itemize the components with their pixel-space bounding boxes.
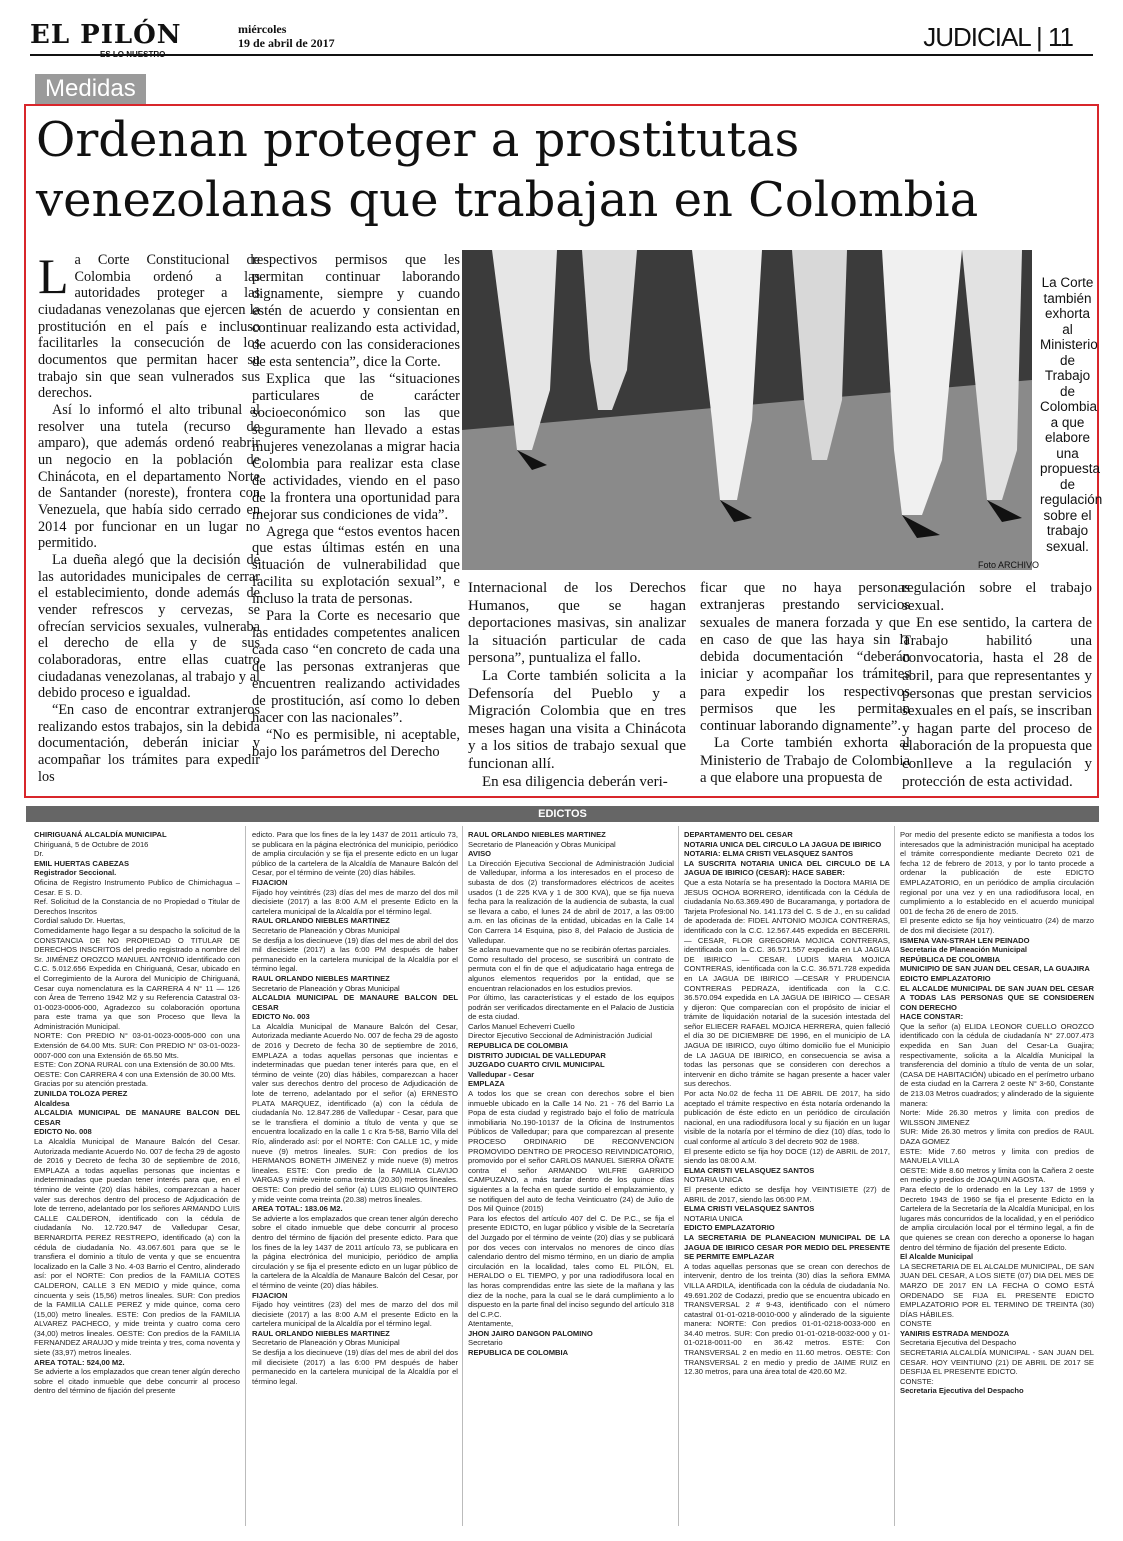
edicto-text: La Alcaldía Municipal de Manaure Balcón del Cesar. Autorizada mediante Acuerdo No. 007 de fecha 29 de agosto de 2016 y Decreto de fecha 30 de septiembre de 2016, EMPLAZA a todas aquellas personas que incientas e indeterminadas que puedan tener interés para que, en el término de veinte (20) días hábiles, comparezcan a hacer valer sus derechos dentro del proceso de Adjudicación de lote de terreno, adelantado por los señores ARMANDO LUIS CALLE CALDERON, identificado con la cédula de ciudadanía No. 12.720.947 de Valledupar Cesar, BERNARDITA PEREZ RESTREPO, identificado (a) con la cédula de ciudadanía No. 43.067.601 para que se le transfiera el dominio a título de venta y que se encuentra localizado en la Calle 3 No. 4-03 Barrio el Centro, alinderado así: por el NORTE: Con predios de la FAMILIA COTES CALDERON, CALLE 3 EN MEDIO y mide quince, coma cincuenta y seis (15,56) metros lineales. SUR: Con predios de la FAMILIA CALLE PEREZ y mide quince, coma cero (15,00) metro lineales. ESTE: Con predios de la FAMILIA ALVAREZ PACHECO, y mide treinta y cuatro coma cero (34,00) metros lineales. OESTE: Con predios de la FAMILIA FERNANDEZ ARAUJO y mide treinta y tres, coma noventa y siete (33,97) metros lineales. bbox=[34, 1137, 240, 1358]
article-paragraph: En ese sentido, la cartera de Trabajo habilitó una convocatoria, hasta el 28 de abril, para que representantes y personas que prestan servicios sexuales en el país, se inscriban y hagan parte del proceso de elaboración de la propuesta que conlleve a la regulación y protección de esta actividad. bbox=[902, 615, 1092, 790]
edicto-text: SECRETARIA ALCALDÍA MUNICIPAL - SAN JUAN DEL CESAR. HOY VEINTIUNO (21) DE ABRIL DE 2017 SE DESFIJA EL PRESENTE EDICTO. bbox=[900, 1348, 1094, 1377]
edicto-text: OESTE: Mide 8.60 metros y limita con la Cañera 2 oeste en medio y predios de JOAQUIN AGOSTA. bbox=[900, 1165, 1094, 1185]
edicto-heading: REPUBLICA DE COLOMBIA bbox=[468, 1041, 569, 1051]
edicto-text: La Dirección Ejecutiva Seccional de Administración Judicial de Valledupar, informa a los interesados en el proceso de subasta de dos (2) transformadores eléctricos de aceites usados (1 de 225 KVA y 1 de 300 KVA), que se fija nueva fecha para la realización de la audiencia de subasta, la cual se llevara a cabo, el lunes 24 de abril de 2017, a las 09:00 a.m. en las oficinas de la entidad, ubicadas en la Calle 14 Con Carrera 14 Esquina, piso 8, del Palacio de Justicia de Valledupar. bbox=[468, 858, 674, 945]
article-column-2 bbox=[252, 252, 460, 761]
article-paragraph: La Corte también solicita a la Defensoría del Pueblo y a Migración Colombia que en tres meses hagan una visita a Chinácota y a los sitios de trabajo sexual que funcionan allí. bbox=[468, 667, 686, 772]
article-paragraph: Para la Corte es necesario que las entidades competentes analicen cada caso “en concreto de cada una de las personas extranjeras que encuentren realizando actividades de prostitución, así como lo deben hacer con las nacionales”. bbox=[252, 608, 460, 727]
edicto-heading: FIJACION bbox=[252, 877, 288, 887]
edicto-text: NORTE: Con PREDIO N° 03-01-0023-0005-000 con una Extensión de 64.00 Mts. SUR: Con PREDIO N° 03-01-0023-0007-000 con una Extensión de 65.50 Mts. bbox=[34, 1031, 240, 1060]
edicto-text: A todas aquellas personas que se crean con derechos de intervenir, dentro de los treinta (30) días la señora EMMA VILLA ARDILA, identificada con la cédula de ciudadanía No. 49.691.202 de Codazzi, predio que se encuentra ubicado en TRANSVERSAL 2 # 9-43, identificado con el número catastral 01-01-0218-0010-000 y alinderado de la siguiente manera: NORTE: Con predios 01-01-0218-0033-000 en 34.40 metros. SUR: Con predio 01-01-0218-0032-000 y 01-01-0218-0011-00 en 36.42 metros. ESTE: Con TRANSVERSAL 2 en medio en 11.60 metros. OESTE: Con TRANSVERSAL 2 en medio y predio de JAIME RUIZ en 12.30 metros, para una área total de 420.60 M2. bbox=[684, 1261, 890, 1377]
edicto-text: Director Ejecutivo Seccional de Administración Judicial bbox=[468, 1031, 653, 1041]
edicto-text: Cordial saludo Dr. Huertas, bbox=[34, 916, 126, 926]
edicto-heading: Alcaldesa bbox=[34, 1098, 70, 1108]
edicto-heading: EMIL HUERTAS CABEZAS bbox=[34, 858, 130, 868]
edicto-text: Secretario de Planeación y Obras Municipal bbox=[252, 925, 400, 935]
edicto-heading: LA SECRETARIA DE PLANEACION MUNICIPAL DE LA JAGUA DE IBIRICO CESAR POR MEDIO DEL PRESENTE SE PERMITE EMPLAZAR bbox=[684, 1232, 890, 1262]
column-divider bbox=[245, 826, 246, 1526]
weekday: miércoles bbox=[238, 22, 287, 36]
edicto-text: La Alcaldía Municipal de Manaure Balcón del Cesar, Autorizada mediante Acuerdo No. 007 de fecha 29 de agosto de 2016 y Decreto de fecha 30 de septiembre de 2016, EMPLAZA a todas aquellas personas que incientas e indeterminadas que puedan tener interés para que, en el término de veinte (20) días hábiles, comparezcan a hacer valer sus derechos dentro del proceso de Adjudicación de lote de terreno, adelantado por el señor (a) ERNESTO PLATA MARQUEZ, identificado (a) con la cédula de ciudadanía No. 12.847.286 de Valledupar - Cesar, para que se le transfiera el dominio a título de venta y que se encuentra localizado en la calle 1 c Kra 5-58, Barrio Villa del Río, alinderado así: por el NORTE: Con CALLE 1C, y mide nueve (9) metros lineales. SUR: Con predios de los HERMANOS BONETH JIMENEZ y mide nueve (9) metros lineales. ESTE: Con predio de la FAMILIA CLAVIJO VARGAS y mide veinte coma treinta (20.30) metros lineales. OESTE: Con predio del señor (a) LUIS ELIGIO QUINTERO y mide veinte coma treinta (20.38) metros lineales. bbox=[252, 1021, 458, 1204]
article-photo bbox=[462, 250, 1032, 570]
article-paragraph: Internacional de los Derechos Humanos, que se hagan deportaciones masivas, sin analizar la situación particular de cada persona”, puntualiza el fallo. bbox=[468, 580, 686, 667]
edicto-text: Secretario de Planeación y Obras Municipal bbox=[468, 839, 616, 849]
column-divider bbox=[462, 826, 463, 1526]
edicto-text: El presente edicto se fija hoy DOCE (12) de ABRIL de 2017, siendo las 08:00 A.M. bbox=[684, 1146, 890, 1166]
article-paragraph: Explica que las “situaciones particulares de carácter socioeconómico son las que seguramente han llevado a estas mujeres venezolanas a migrar hacia Colombia para realizar esta clase de actividades, viendo en el paso de la frontera una oportunidad para mejorar sus condiciones de vida”. bbox=[252, 370, 460, 523]
edicto-heading: Secretaria Ejecutiva del Despacho bbox=[900, 1386, 1024, 1396]
edicto-text: NOTARIA UNICA bbox=[684, 1213, 743, 1223]
article-kicker: Medidas bbox=[35, 74, 146, 104]
edicto-text: Se aclara nuevamente que no se recibirán ofertas parciales. bbox=[468, 945, 671, 955]
edicto-text: Secretario de Planeación y Obras Municipal bbox=[252, 1338, 400, 1348]
edicto-heading: Secretaria de Planeación Municipal bbox=[900, 945, 1028, 955]
edictos-column-4 bbox=[684, 830, 890, 1377]
edictos-column-1 bbox=[34, 830, 240, 1396]
header-rule bbox=[30, 54, 1093, 56]
edicto-text: Gracias por su atención prestada. bbox=[34, 1079, 148, 1089]
edicto-text: Como resultado del proceso, se suscribirá un contrato de permuta con el fin de que el adjudicatario haga entrega de algunos elementos requeridos por la entidad, que se encuentran relacionados en los estudios previos. bbox=[468, 954, 674, 993]
edicto-text: Se advierte a los emplazados que crean tener algún derecho sobre el citado inmueble que debe concurrir al proceso dentro del término de fijación del presente edicto. Para que los fines de la ley 1437 de 2011 artículo 73, se publicara en la página electrónica del municipio, periódico de amplia circulación y se fija el presente edicto en un lugar público de la cartelera de la Alcaldía de Manaure Balcón del Cesar, por el término de veinte (20) días hábiles. bbox=[252, 1213, 458, 1290]
edicto-heading: ELMA CRISTI VELASQUEZ SANTOS bbox=[684, 1165, 815, 1175]
masthead bbox=[30, 20, 230, 68]
article-paragraph: respectivos permisos que les permitan continuar laborando dignamente, siempre y cuando estén de acuerdo y consientan en continuar realizando esta actividad, de acuerdo con las consideraciones de esta sentencia”, dice la Corte. bbox=[252, 252, 460, 370]
edicto-heading: AREA TOTAL: 524,00 M2. bbox=[34, 1357, 125, 1367]
edicto-heading: REPUBLICA DE COLOMBIA bbox=[468, 1348, 569, 1358]
edicto-text: OESTE: Con CARRERA 4 con una Extensión de 30.00 Mts. bbox=[34, 1069, 236, 1079]
edicto-text: edicto. Para que los fines de la ley 1437 de 2011 artículo 73, se publicara en la página electrónica del municipio, periódico de amplia circulación y se fija el presente edicto en un lugar público de la cartelera de la Alcaldía de Manaure Balcón del Cesar, por el término de veinte (20) días hábiles. bbox=[252, 830, 458, 878]
edicto-text: Oficina de Registro Instrumento Publico de Chimichagua – Cesar. E S. D. bbox=[34, 877, 240, 897]
newspaper-logo: EL PILÓN bbox=[30, 20, 182, 50]
edicto-heading: EDICTO EMPLAZATORIO bbox=[900, 973, 991, 983]
article-paragraph: La Corte Constitucional de Colombia ordenó a las autoridades proteger a las ciudadanas venezolanas que ejercen la prostitución en el país e incluso facilitarles la consecución de los documentos que permitan hacer su trabajo sin que sean vulnerados sus derechos. bbox=[38, 248, 260, 402]
section-page-label: JUDICIAL | 11 bbox=[923, 22, 1073, 52]
edicto-text: SUR: Mide 26.30 metros y limita con predios de RAUL DAZA GOMEZ bbox=[900, 1127, 1094, 1146]
article-paragraph: Así lo informó el alto tribunal al resolver una tutela (recurso de amparo), que además ordenó reabrir un negocio en la población de Chinácota, en el departamento Norte de Santander (noreste), frontera con Venezuela, que había sido cerrado en 2014 por funcionar en un lugar no permitido. bbox=[38, 402, 260, 552]
edicto-text: Se desfija a los diecinueve (19) días del mes de abril del dos mil diecisiete (2017) a las 6:00 PM después de haber permanecido en la cartelera municipal de la Alcaldía por el término legal. bbox=[252, 935, 458, 974]
edicto-text: LA SECRETARIA DE EL ALCALDE MUNICIPAL, DE SAN JUAN DEL CESAR, A LOS SIETE (07) DIA DEL MES DE MARZO DE 2017 EN LA FECHA O COMO ESTÁ ORDENADO SE FIJA EL PRESENTE EDICTO EMPLAZATORIO POR EL TERMINO DE TREINTA (30) DÍAS HÁBILES. bbox=[900, 1261, 1094, 1319]
edicto-heading: NOTARIA UNICA DEL CIRCULO LA JAGUA DE IBIRICO bbox=[684, 839, 882, 849]
edicto-heading: RAUL ORLANDO NIEBLES MARTINEZ bbox=[252, 1328, 390, 1338]
edicto-text: Comedidamente hago llegar a su despacho la solicitud de la CONSTANCIA DE NO PROPIEDAD O TITULAR DE DERECHOS INSCRITOS del predio registrado a nombre del Sr. JIMÉNEZ OROZCO MANUEL ANTONIO identificado con C.C. 5.012.656 Expedida en Chiriguaná, Cesar, ubicado en el Corregimiento de la Aurora del Municipio de Chiriguaná, Cesar cuya nomenclatura es la CARRERA 4 N° 11 — 126 con Área de Terreno 1942 M2 y su Referencia Catastral 03-01-0023-0006-000, Agradezco su colaboración oportuna para este trama ya que son Proceso que lleva la Administración Municipal. bbox=[34, 925, 240, 1031]
article-paragraph: La dueña alegó que la decisión de las autoridades municipales de cerrar el establecimiento, donde además de vender refrescos y cervezas, se ofrecían servicios sexuales, vulneraba el derecho de ella y de sus colaboradoras, entre ellas cuatro ciudadanas venezolanas, al trabajo y al debido proceso e igualdad. bbox=[38, 552, 260, 702]
edicto-text: Por acta No.02 de fecha 11 DE ABRIL DE 2017, ha sido aceptado el trámite respectivo en ésta notaría ordenando la publicación de éste edicto en un periódico de circulación nacional, en una radiodifusora local y su fijación en un lugar visible de la notaría por el término de diez (10) días, todo lo cual conforme al artículo 3 del decreto 902 de 1988. bbox=[684, 1089, 890, 1146]
edicto-heading: YANIRIS ESTRADA MENDOZA bbox=[900, 1328, 1010, 1338]
drop-cap: L bbox=[38, 248, 69, 304]
edicto-text: Norte: Mide 26.30 metros y limita con predios de WILSSON JIMENEZ bbox=[900, 1108, 1094, 1127]
edicto-text: Fijado hoy veintitrés (23) días del mes de marzo del dos mil diecisiete (2017) a las 8:00 A.M el presente Edicto en la cartelera municipal de la Alcaldía por el término legal. bbox=[252, 887, 458, 916]
edicto-heading: RAUL ORLANDO NIEBLES MARTINEZ bbox=[252, 973, 390, 983]
edicto-heading: Valledupar - Cesar bbox=[468, 1069, 535, 1079]
edicto-heading: AREA TOTAL: 183.06 M2. bbox=[252, 1204, 343, 1214]
edicto-heading: NOTARIA: ELMA CRISTI VELASQUEZ SANTOS bbox=[684, 849, 854, 859]
edicto-text: Fijado hoy veintitres (23) del mes de marzo del dos mil diecisiete (2017) a las 8:00 A.M el presente Edicto en la cartelera municipal de la Alcaldía por el término legal. bbox=[252, 1300, 458, 1329]
edicto-heading: El Alcalde Municipal bbox=[900, 1252, 974, 1262]
edicto-heading: ALCALDIA MUNICIPAL DE MANAURE BALCON DEL CESAR bbox=[252, 993, 458, 1012]
edicto-text: A todos los que se crean con derechos sobre el bien inmueble ubicado en la Calle 14 No. 21 - 76 del Barrio La Popa de esta ciudad y registrado bajo el folio de matrícula inmobiliaria No.190-10137 de la Oficina de Instrumentos Públicos de Valledupar; para que comparezcan al presente PROCESO ORDINARIO DE RECONVENCION PROMOVIDO DENTRO DE PROCESO REIVINDICATORIO, promovido por el señor CARLOS MANUEL SIERRA OÑATE contra el señor ARMANDO WILFRE GARRIDO CAMPUZANO, a más tardar dentro de los quince días siguientes a la fecha en quede surtido el emplazamiento, y se notifiquen del auto de fecha Veinticuatro (24) de Julio de Dos Mil Quince (2015) bbox=[468, 1089, 674, 1214]
article-paragraph: “No es permisible, ni aceptable, bajo los parámetros del Derecho bbox=[252, 727, 460, 761]
photo-caption: La Corte también exhorta al Ministerio de Trabajo de Colombia a que elabore una propuesta de regulación sobre el trabajo sexual. bbox=[1040, 275, 1103, 554]
edicto-heading: ISMENA VAN-STRAH LEN PEINADO bbox=[900, 935, 1030, 945]
edicto-text: Secretario bbox=[468, 1338, 503, 1348]
edicto-heading: FIJACION bbox=[252, 1290, 288, 1300]
edicto-text: Para efecto de lo ordenado en la Ley 137 de 1959 y Decreto 1943 de 1960 se fija el presente Edicto en la Cartelera de la Secretaría de la Alcaldía Municipal, en los lugares más concurridos de la localidad, y en el periódico de amplia circulación local por el término legal, a fin de que quienes se crean con derecho a oponerse lo hagan dentro del término de fijación del presente Edicto. bbox=[900, 1184, 1094, 1252]
edicto-heading: ALCALDIA MUNICIPAL DE MANAURE BALCON DEL CESAR bbox=[34, 1108, 240, 1127]
article-paragraph: “En caso de encontrar extranjeros realizando estos trabajos, sin la debida documentación, deberán iniciar y acompañar los trámites para expedir los bbox=[38, 702, 260, 785]
edicto-heading: DISTRITO JUDICIAL DE VALLEDUPAR bbox=[468, 1050, 606, 1060]
article-column-4 bbox=[700, 580, 910, 787]
edicto-heading: JUZGADO CUARTO CIVIL MUNICIPAL bbox=[468, 1060, 605, 1070]
edictos-column-5 bbox=[900, 830, 1094, 1396]
column-divider bbox=[894, 826, 895, 1526]
edicto-text: CONSTE: bbox=[900, 1376, 934, 1386]
article-column-3 bbox=[468, 580, 686, 791]
edicto-text: Chiriguaná, 5 de Octubre de 2016 bbox=[34, 839, 149, 849]
edicto-heading: EL ALCALDE MUNICIPAL DE SAN JUAN DEL CESAR A TODAS LAS PERSONAS QUE SE CONSIDEREN CON DERECHO bbox=[900, 983, 1094, 1012]
edicto-text: Que la señor (a) ELIDA LEONOR CUELLO OROZCO identificado con la cédula de ciudadanía N° 27.007.473 expedida en San Juan del Cesar-La Guajira; respectivamente, solicita a la Alcaldía Municipal la transferencia del dominio a título de venta de un solar,(CASA DE HABITACIÓN) ubicado en el perímetro urbano de esta ciudad en la Carrera 2 oeste N° 3-60, Constante de 213.03 Metros cuadrados; y alinderado de la siguiente manera: bbox=[900, 1021, 1094, 1108]
edicto-text: El presente edicto se fija hoy veinticuatro (24) de marzo de dos mil diecisiete (2017). bbox=[900, 916, 1094, 935]
edicto-text: Dr. bbox=[34, 849, 44, 859]
article-headline: Ordenan proteger a prostitutas venezolanas que trabajan en Colombia bbox=[36, 112, 979, 228]
edictos-column-3 bbox=[468, 830, 674, 1358]
legs-heels-illustration bbox=[462, 250, 1032, 570]
edicto-text: Para los efectos del artículo 407 del C. De P.C., se fija el presente EDICTO, en lugar público y visible de la Secretaría del Juzgado por el término de veinte (20) días y se publicará por dos veces con intervalos no menores de cinco días calendario dentro del mismo término, en un diario de amplia circulación en la localidad, tales como EL PILÓN, EL HERALDO o EL TIEMPO, y por una radiodifusora local en las horas comprendidas entre las siete de la mañana y las diez de la noche, para la cual se le dará cumplimiento a lo dispuesto en la parte final del inciso segundo del artículo 318 del C.P.C. bbox=[468, 1213, 674, 1319]
edicto-heading: EDICTO No. 003 bbox=[252, 1012, 310, 1022]
edicto-heading: ELMA CRISTI VELASQUEZ SANTOS bbox=[684, 1204, 815, 1214]
edicto-text: El presente edicto se desfija hoy VEINTISIETE (27) de ABRIL de 2017, siendo las 06:00 P.M. bbox=[684, 1184, 890, 1204]
edicto-text: Carlos Manuel Echeverri Cuello bbox=[468, 1021, 575, 1031]
edicto-text: NOTARIA UNICA bbox=[684, 1175, 743, 1185]
issue-date bbox=[238, 22, 335, 50]
edicto-heading: REPÚBLICA DE COLOMBIA bbox=[900, 954, 1001, 964]
edicto-text: Atentamente, bbox=[468, 1319, 514, 1329]
edictos-column-2 bbox=[252, 830, 458, 1386]
column-divider bbox=[678, 826, 679, 1526]
edicto-heading: RAUL ORLANDO NIEBLES MARTINEZ bbox=[468, 830, 606, 839]
edicto-heading: EDICTO No. 008 bbox=[34, 1127, 92, 1137]
edicto-heading: ZUNILDA TOLOZA PEREZ bbox=[34, 1089, 128, 1099]
edicto-heading: AVISO bbox=[468, 849, 492, 859]
article-column-5 bbox=[902, 580, 1092, 791]
edicto-text: CONSTE bbox=[900, 1319, 932, 1329]
edicto-text: Por último, las características y el estado de los equipos podrán ser verificados directamente en el Palacio de Justicia de esta ciudad. bbox=[468, 993, 674, 1022]
edicto-heading: CHIRIGUANÁ ALCALDÍA MUNICIPAL bbox=[34, 830, 167, 839]
article-column-1 bbox=[38, 248, 260, 786]
article-paragraph: La Corte también exhorta al Ministerio de Trabajo de Colombia a que elabore una propuesta de bbox=[700, 735, 910, 786]
edicto-text: Se advierte a los emplazados que crean tener algún derecho sobre el citado inmueble que debe concurrir al proceso dentro del término de fijación del presente bbox=[34, 1367, 240, 1396]
edicto-text: Secretaria Ejecutiva del Despacho bbox=[900, 1338, 1017, 1348]
edicto-text: Que a esta Notaría se ha presentado la Doctora MARIA DE JESUS OCHOA BORRERO, identificada con la Cédula de ciudadanía No.63.369.490 de Bucaramanga, y portadora de Tarjeta Profesional No. 141.173 del C. S de J., en su calidad de apoderada de: FIDEL ANTONIO MOJICA CONTRERAS, identificado con la C.C. 12.567.445 expedida en BECERRIL — CESAR, FLOR GREGORIA MOJICA CONTRERAS, identificada con la C.C. 36.571.557 expedida en LA JAGUA DE IBIRICO — CESAR. LUDIS MARIA MOJICA CONTRERAS, identificada con la C.C. 36.571.728 expedida en LA JAGUA DE IBIRICO —CESAR Y PRUDENCIA CONTRERAS PEDRAZA, identificada con la C.C. 36.570.094 expedida en LA JAGUA DE IBIRICO — CESAR y dijeron: Que comparecían con el propósito de iniciar el trámite de liquidación notarial de la sucesión intestada del señor ELIECER RAFAEL MOJICA HERRERA, quien falleció el día 30 DE DICIEMBRE DE 1996, en el municipio de LA JAGUA DE IBIRICO, cuyo último domicilio fue el Municipio de LA JAGUA DE IBIRICO, en consecuencia se avisa a todas las personas que se consideren con derechos a intervenir en dicho trámite se hagan presente a hacer valer sus derechos. bbox=[684, 877, 890, 1089]
edicto-heading: DEPARTAMENTO DEL CESAR bbox=[684, 830, 793, 839]
edicto-heading: EMPLAZA bbox=[468, 1079, 505, 1089]
date: 19 de abril de 2017 bbox=[238, 36, 335, 50]
edicto-heading: EDICTO EMPLAZATORIO bbox=[684, 1223, 775, 1233]
edicto-text: ESTE: Mide 7.60 metros y limita con predios de MANUELA VILLA bbox=[900, 1146, 1094, 1166]
edictos-section-header: EDICTOS bbox=[26, 806, 1099, 822]
edicto-heading: LA SUSCRITA NOTARIA UNICA DEL CIRCULO DE LA JAGUA DE IBIRICO (CESAR): HACE SABER: bbox=[684, 858, 890, 878]
article-paragraph: ficar que no haya personas extranjeras prestando servicios sexuales de manera forzada y que en caso de que las haya sin la debida documentación “deberán iniciar y acompañar los trámites para expedir los respectivos permisos que les permitan continuar laborando dignamente”. bbox=[700, 580, 910, 734]
photo-credit: Foto ARCHIVO bbox=[978, 560, 1040, 570]
edicto-heading: RAUL ORLANDO NIEBLES MARTINEZ bbox=[252, 916, 390, 926]
edicto-heading: Registrador Seccional. bbox=[34, 868, 117, 878]
edicto-heading: HACE CONSTAR: bbox=[900, 1012, 964, 1022]
article-paragraph: regulación sobre el trabajo sexual. bbox=[902, 580, 1092, 614]
edicto-text: Ref. Solicitud de la Constancia de no Propiedad o Titular de Derechos Inscritos bbox=[34, 897, 240, 916]
edicto-text: Por medio del presente edicto se manifiesta a todos los interesados que la administración municipal ha aceptado el trámite correspondiente mediante Decreto 021 de fecha 12 de febrero de 2013, y por lo tanto procede a ordenar la publicación de este EDICTO EMPLAZATORIO, en un periódico de amplia circulación regional por una vez y en una radiodifusora local, en cumplimiento a lo establecido en el acuerdo municipal 001 de fecha 26 de enero de 2015. bbox=[900, 830, 1094, 916]
edicto-text: Se desfija a los diecinueve (19) días del mes de abril del dos mil diecisiete (2017) a las 6:00 PM después de haber permanecido en la cartelera municipal de la Alcaldía por el término legal. bbox=[252, 1348, 458, 1386]
article-paragraph: En esa diligencia deberán veri- bbox=[482, 773, 668, 790]
article-paragraph: Agrega que “estos eventos hacen que estas últimas estén en una situación de vulnerabilidad que facilita su explotación sexual”, e incluso la trata de personas. bbox=[252, 523, 460, 608]
edicto-text: Secretario de Planeación y Obras Municipal bbox=[252, 983, 400, 993]
edicto-heading: MUNICIPIO DE SAN JUAN DEL CESAR, LA GUAJIRA bbox=[900, 964, 1090, 974]
edicto-text: ESTE: Con ZONA RURAL con una Extensión de 30.00 Mts. bbox=[34, 1060, 236, 1070]
edicto-heading: JHON JAIRO DANGON PALOMINO bbox=[468, 1328, 593, 1338]
